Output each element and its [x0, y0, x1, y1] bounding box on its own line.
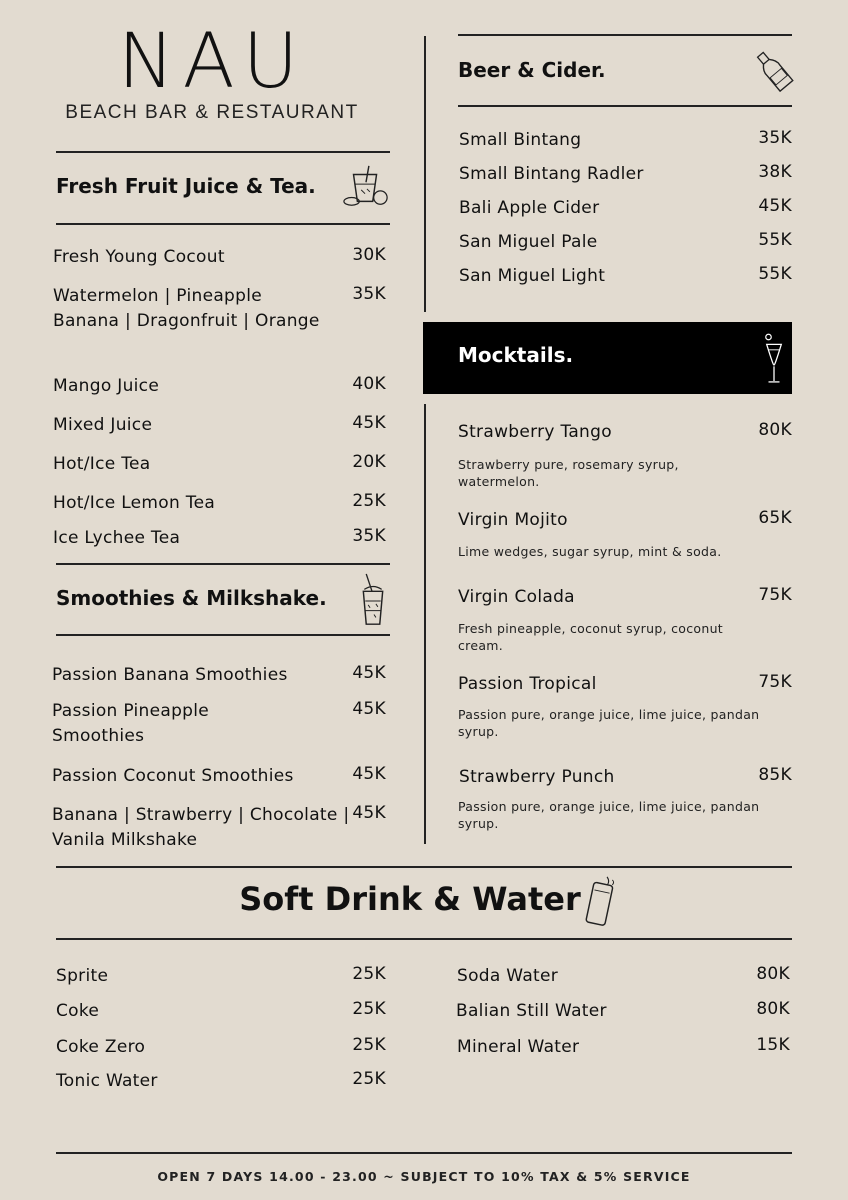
beer-item: Bali Apple Cider	[459, 198, 600, 218]
juice-item: Mango Juice	[53, 376, 160, 396]
water-price: 15K	[756, 1035, 790, 1055]
juice-item: Fresh Young Cocout	[53, 247, 225, 267]
mocktail-description: Passion pure, orange juice, lime juice, pandan syrup.	[458, 707, 760, 739]
smoothies-section-title: Smoothies & Milkshake.	[56, 586, 327, 610]
smoothies-rule-bottom	[56, 634, 390, 636]
juice-price: 35K	[352, 526, 386, 546]
mocktail-item: Virgin Mojito	[458, 510, 568, 530]
water-price: 80K	[756, 999, 790, 1019]
juice-price: 20K	[352, 452, 386, 472]
soft-price: 25K	[352, 964, 386, 984]
water-item: Soda Water	[457, 966, 559, 986]
juice-rule-bottom	[56, 223, 390, 225]
beer-price: 55K	[758, 230, 792, 250]
footer-hours: OPEN 7 DAYS 14.00 - 23.00 ~ SUBJECT TO 10% TAX & 5% SERVICE	[157, 1169, 691, 1184]
smoothie-price: 45K	[352, 699, 386, 719]
smoothies-rule-top	[56, 563, 390, 565]
mocktail-description: Strawberry pure, rosemary syrup, watermelon.	[458, 457, 679, 489]
beer-rule-bottom	[458, 105, 792, 107]
juice-item: Ice Lychee Tea	[53, 528, 181, 548]
column-divider-bottom	[424, 404, 426, 844]
soft-section-title	[0, 880, 848, 918]
brand-logo	[0, 16, 424, 124]
juice-section-title: Fresh Fruit Juice & Tea.	[56, 174, 316, 198]
beer-bottle-icon	[754, 48, 794, 94]
soda-can-icon	[580, 874, 620, 928]
mocktail-price: 80K	[758, 420, 792, 440]
mocktail-item: Strawberry Punch	[459, 767, 615, 787]
juice-rule-top	[56, 151, 390, 153]
beer-item: Small Bintang Radler	[459, 164, 644, 184]
soft-item: Tonic Water	[56, 1071, 158, 1091]
mocktails-header-band	[423, 322, 792, 394]
juice-item: Mixed Juice	[53, 415, 153, 435]
smoothie-item: Banana | Strawberry | Chocolate | Vanila Milkshake	[52, 805, 350, 850]
beer-rule-top	[458, 34, 792, 36]
soft-item: Coke	[56, 1001, 100, 1021]
smoothie-price: 45K	[352, 663, 386, 683]
beer-price: 35K	[758, 128, 792, 148]
soft-item: Sprite	[56, 966, 109, 986]
soft-price: 25K	[352, 1069, 386, 1089]
water-item: Mineral Water	[457, 1037, 580, 1057]
juice-price: 30K	[352, 245, 386, 265]
water-price: 80K	[756, 964, 790, 984]
milkshake-icon	[358, 572, 388, 630]
beer-price: 55K	[758, 264, 792, 284]
juice-price: 35K	[352, 284, 386, 304]
soft-section-title-text: Soft Drink & Water	[239, 880, 581, 918]
beer-section-title: Beer & Cider.	[458, 58, 606, 82]
smoothie-item: Passion Coconut Smoothies	[52, 766, 294, 786]
smoothie-price: 45K	[352, 764, 386, 784]
water-item: Balian Still Water	[456, 1001, 607, 1021]
soft-rule-bottom	[56, 938, 792, 940]
beer-item: San Miguel Pale	[459, 232, 598, 252]
juice-item: Hot/Ice Tea	[53, 454, 151, 474]
juice-item: Watermelon | Pineapple Banana | Dragonfruit | Orange	[53, 286, 320, 331]
mocktail-item: Passion Tropical	[458, 674, 597, 694]
juice-glass-icon	[342, 163, 390, 211]
footer-rule	[56, 1152, 792, 1154]
juice-price: 40K	[352, 374, 386, 394]
mocktail-item: Virgin Colada	[458, 587, 575, 607]
beer-item: San Miguel Light	[459, 266, 606, 286]
mocktail-price: 75K	[758, 585, 792, 605]
beer-price: 45K	[758, 196, 792, 216]
mocktails-section-title: Mocktails.	[458, 343, 574, 367]
brand-name: NAU	[117, 16, 307, 105]
cocktail-glass-icon	[763, 330, 785, 388]
mocktail-description: Passion pure, orange juice, lime juice, pandan syrup.	[458, 799, 760, 831]
smoothie-item: Passion Banana Smoothies	[52, 665, 288, 685]
smoothie-item: Passion Pineapple Smoothies	[52, 701, 210, 746]
brand-subtitle: BEACH BAR & RESTAURANT	[65, 102, 359, 123]
juice-price: 25K	[352, 491, 386, 511]
beer-price: 38K	[758, 162, 792, 182]
beer-item: Small Bintang	[459, 130, 582, 150]
soft-price: 25K	[352, 999, 386, 1019]
column-divider-top	[424, 36, 426, 312]
soft-item: Coke Zero	[56, 1037, 146, 1057]
juice-price: 45K	[352, 413, 386, 433]
mocktail-price: 75K	[758, 672, 792, 692]
juice-item: Hot/Ice Lemon Tea	[53, 493, 216, 513]
soft-rule-top	[56, 866, 792, 868]
mocktail-item: Strawberry Tango	[458, 422, 612, 442]
mocktail-description: Lime wedges, sugar syrup, mint & soda.	[458, 544, 722, 559]
soft-price: 25K	[352, 1035, 386, 1055]
mocktail-price: 65K	[758, 508, 792, 528]
mocktail-description: Fresh pineapple, coconut syrup, coconut cream.	[458, 621, 724, 653]
mocktail-price: 85K	[758, 765, 792, 785]
smoothie-price: 45K	[352, 803, 386, 823]
